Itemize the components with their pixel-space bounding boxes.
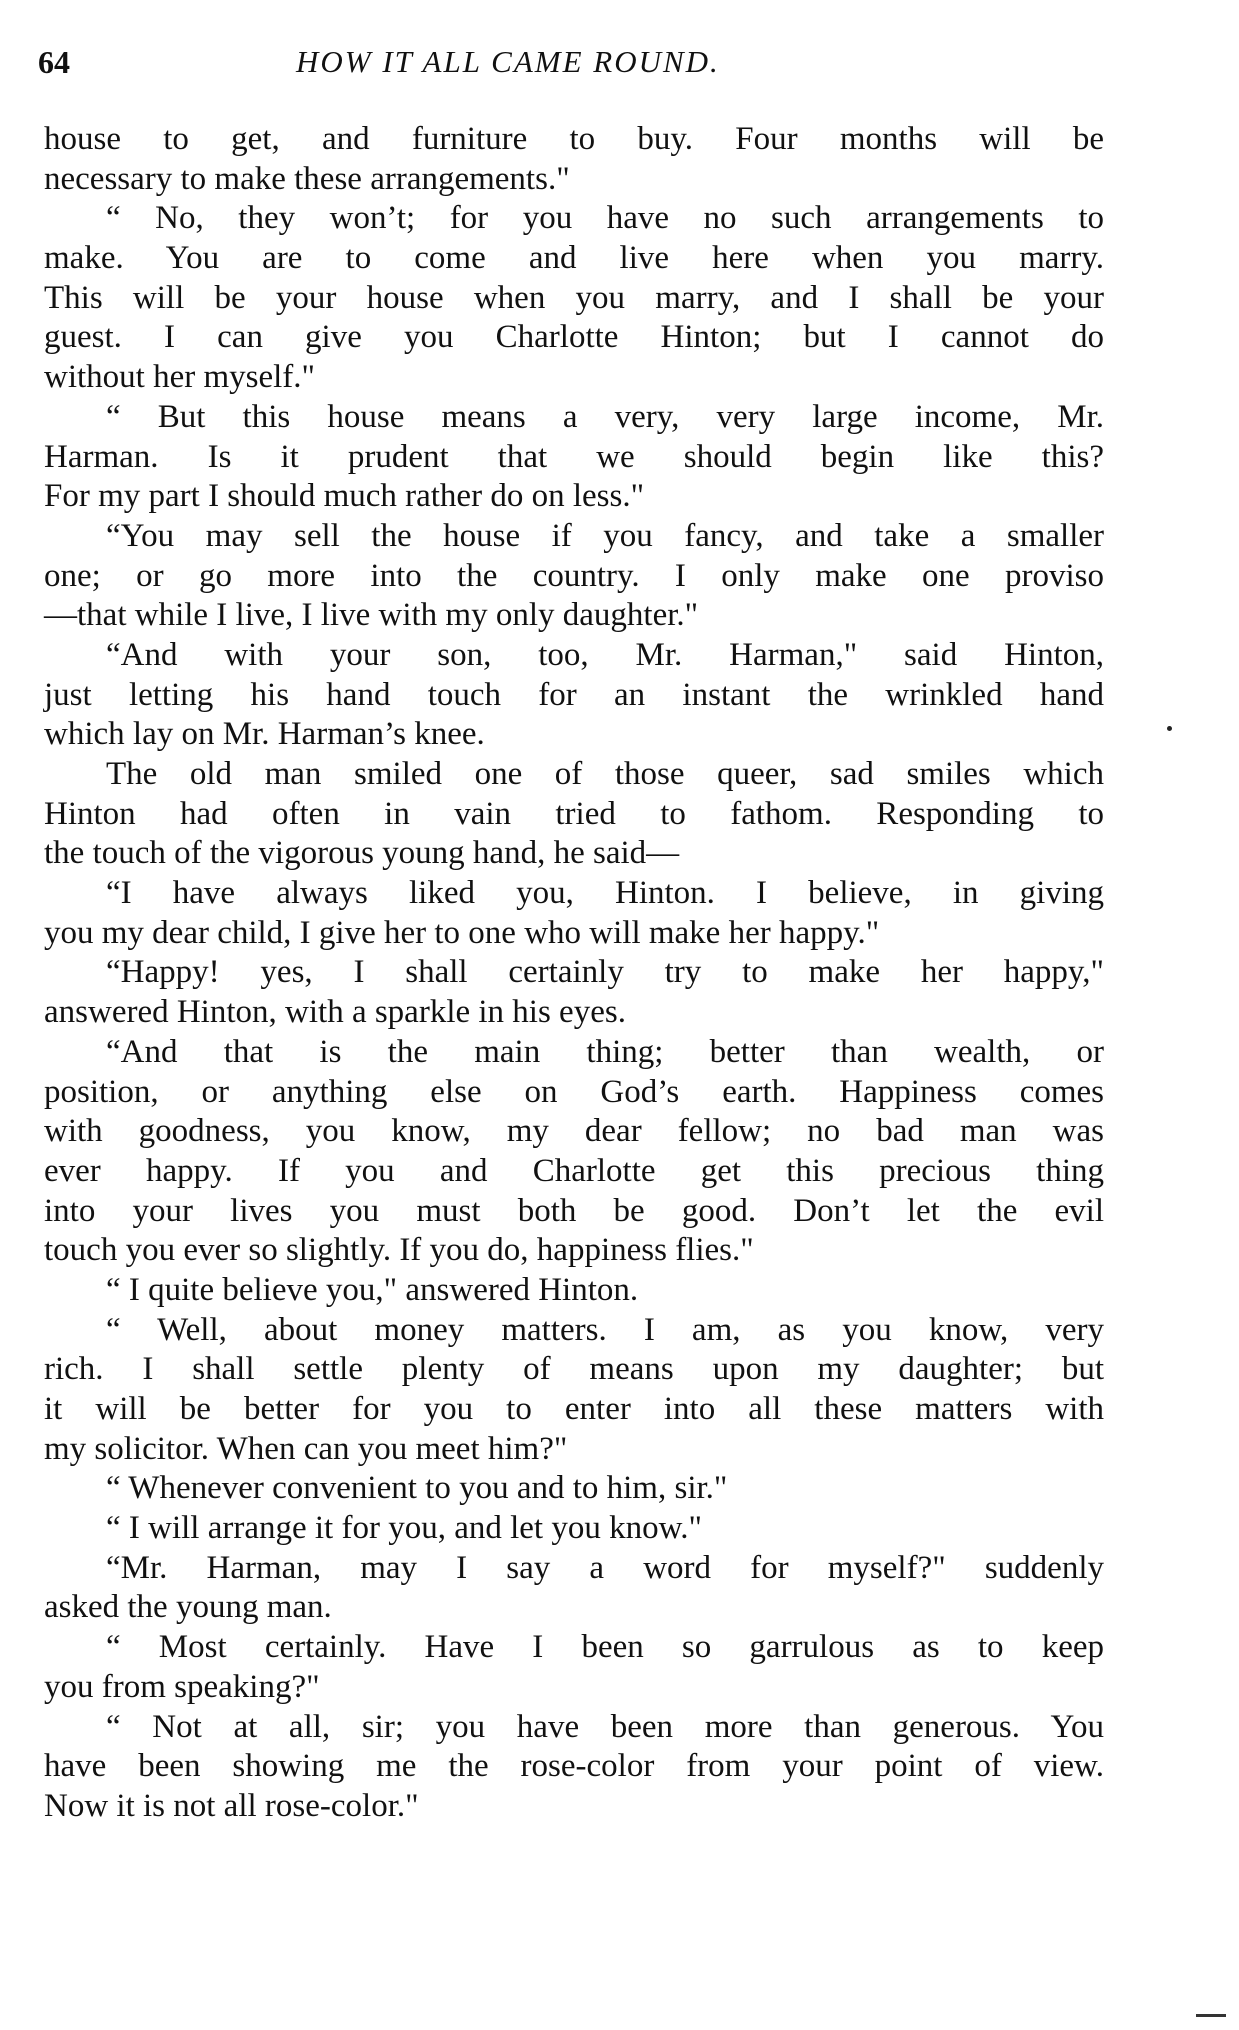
text-line: “ But this house means a very, very large income, Mr. — [106, 398, 1104, 435]
text-line: “ Not at all, sir; you have been more than generous. You — [106, 1708, 1104, 1745]
text-line: necessary to make these arrangements." — [44, 160, 570, 197]
text-line: answered Hinton, with a sparkle in his eyes. — [44, 994, 626, 1031]
text-line: asked the young man. — [44, 1589, 332, 1626]
text-line: Now it is not all rose-color." — [44, 1787, 419, 1824]
text-line: “ I will arrange it for you, and let you know." — [106, 1510, 702, 1547]
text-line: “Mr. Harman, may I say a word for myself?" suddenly — [106, 1549, 1104, 1586]
text-line: “ Well, about money matters. I am, as you know, very — [106, 1311, 1104, 1348]
text-line: This will be your house when you marry, and I shall be your — [44, 279, 1104, 316]
text-line: the touch of the vigorous young hand, he said— — [44, 835, 680, 872]
text-line: it will be better for you to enter into all these matters with — [44, 1391, 1104, 1427]
page-header — [38, 44, 1098, 84]
body-text — [44, 120, 1104, 1827]
text-line: without her myself." — [44, 359, 316, 396]
text-line: Harman. Is it prudent that we should begin like this? — [44, 438, 1104, 475]
page-number: 64 — [38, 44, 70, 80]
text-line: ever happy. If you and Charlotte get this precious thing — [44, 1152, 1104, 1189]
text-line: touch you ever so slightly. If you do, happiness flies." — [44, 1232, 754, 1269]
text-line: guest. I can give you Charlotte Hinton; but I cannot do — [44, 319, 1104, 356]
text-line: —that while I live, I live with my only daughter." — [44, 597, 699, 634]
text-line: The old man smiled one of those queer, sad smiles which — [106, 756, 1104, 792]
text-line: “ Whenever convenient to you and to him, sir." — [106, 1470, 728, 1507]
text-line: position, or anything else on God’s earth. Happiness comes — [44, 1073, 1104, 1110]
text-line: house to get, and furniture to buy. Four months will be — [44, 121, 1104, 157]
text-line: “ No, they won’t; for you have no such arrangements to — [106, 200, 1104, 237]
running-title: HOW IT ALL CAME ROUND. — [296, 44, 720, 79]
text-line: have been showing me the rose-color from your point of view. — [44, 1748, 1104, 1785]
text-line: make. You are to come and live here when you marry. — [44, 240, 1104, 277]
text-line: you my dear child, I give her to one who will make her happy." — [44, 914, 880, 951]
text-line: you from speaking?" — [44, 1668, 320, 1705]
text-line: my solicitor. When can you meet him?" — [44, 1430, 568, 1467]
text-line: “ Most certainly. Have I been so garrulous as to keep — [106, 1629, 1104, 1666]
text-line: Hinton had often in vain tried to fathom. Responding to — [44, 795, 1104, 832]
text-line: For my part I should much rather do on less." — [44, 478, 645, 515]
text-line: “I have always liked you, Hinton. I believe, in giving — [106, 875, 1104, 912]
text-line: just letting his hand touch for an instant the wrinkled hand — [44, 676, 1104, 713]
text-line: with goodness, you know, my dear fellow; no bad man was — [44, 1113, 1104, 1150]
corner-mark — [1196, 2014, 1226, 2017]
text-line: “You may sell the house if you fancy, and take a smaller — [106, 517, 1104, 554]
text-line: “ I quite believe you," answered Hinton. — [106, 1271, 639, 1308]
text-line: which lay on Mr. Harman’s knee. — [44, 716, 485, 753]
text-line: “Happy! yes, I shall certainly try to make her happy," — [106, 954, 1104, 991]
text-line: “And that is the main thing; better than wealth, or — [106, 1033, 1104, 1070]
margin-speck — [1167, 726, 1172, 731]
text-line: rich. I shall settle plenty of means upon my daughter; but — [44, 1351, 1104, 1388]
text-line: “And with your son, too, Mr. Harman," said Hinton, — [106, 636, 1104, 673]
text-line: into your lives you must both be good. Don’t let the evil — [44, 1192, 1104, 1229]
text-line: one; or go more into the country. I only make one proviso — [44, 557, 1104, 594]
